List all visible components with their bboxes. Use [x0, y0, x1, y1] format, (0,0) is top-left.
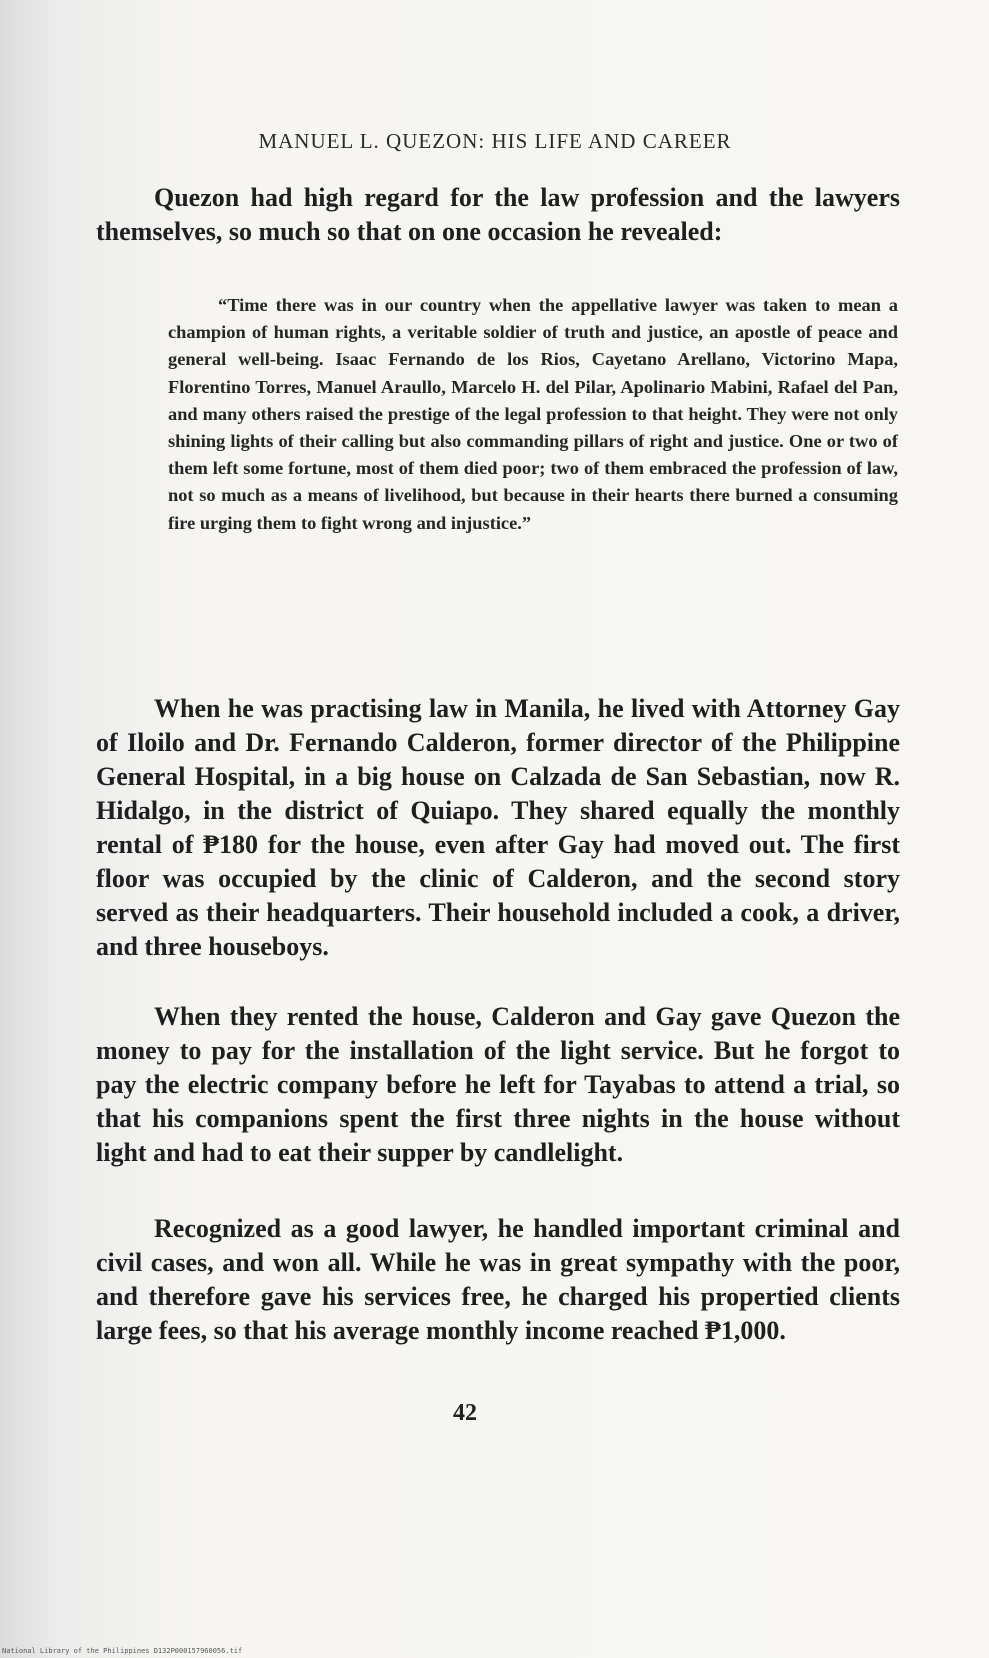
scan-stamp: National Library of the Philippines D132P000157960056.tif	[2, 1647, 243, 1655]
running-head: MANUEL L. QUEZON: HIS LIFE AND CAREER	[258, 129, 732, 153]
block-quotation: “Time there was in our country when the appellative lawyer was taken to mean a champion of human rights, a veritable soldier of truth and justice, an apostle of peace and general well-being. Isaac Fernando de los Rios, Cayetano Arellano, Victorino Mapa, Florentino Torres, Manuel Araullo, Marcelo H. del Pilar, Apolinario Mabini, Rafael del Pan, and many others raised the prestige of the legal profession to that height. They were not only shining lights of their calling but also commanding pillars of right and justice. One or two of them left some fortune, most of them died poor; two of them embraced the profession of law, not so much as a means of livelihood, but because in their hearts there burned a consuming fire urging them to fight wrong and injustice.”	[168, 295, 898, 533]
paragraph-3: When they rented the house, Calderon and Gay gave Quezon the money to pay for the installation of the light service. But he forgot to pay the electric company before he left for Tayabas to attend a trial, so that his companions spent the first three nights in the house without light and had to eat their supper by candlelight.	[96, 1002, 900, 1167]
paragraph-4: Recognized as a good lawyer, he handled important criminal and civil cases, and won all. While he was in great sympathy with the poor, and therefore gave his services free, he charged his propertied clients large fees, so that his average monthly income reached ₱1,000.	[96, 1214, 900, 1345]
paragraph-1: Quezon had high regard for the law profession and the lawyers themselves, so much so that on one occasion he revealed:	[96, 183, 900, 246]
paragraph-2: When he was practising law in Manila, he lived with Attorney Gay of Iloilo and Dr. Fernando Calderon, former director of the Philippine General Hospital, in a big house on Calzada de San Sebastian, now R. Hidalgo, in the district of Quiapo. They shared equally the monthly rental of ₱180 for the house, even after Gay had moved out. The first floor was occupied by the clinic of Calderon, and the second story served as their headquarters. Their household included a cook, a driver, and three houseboys.	[96, 694, 900, 961]
page-number: 42	[453, 1400, 477, 1426]
